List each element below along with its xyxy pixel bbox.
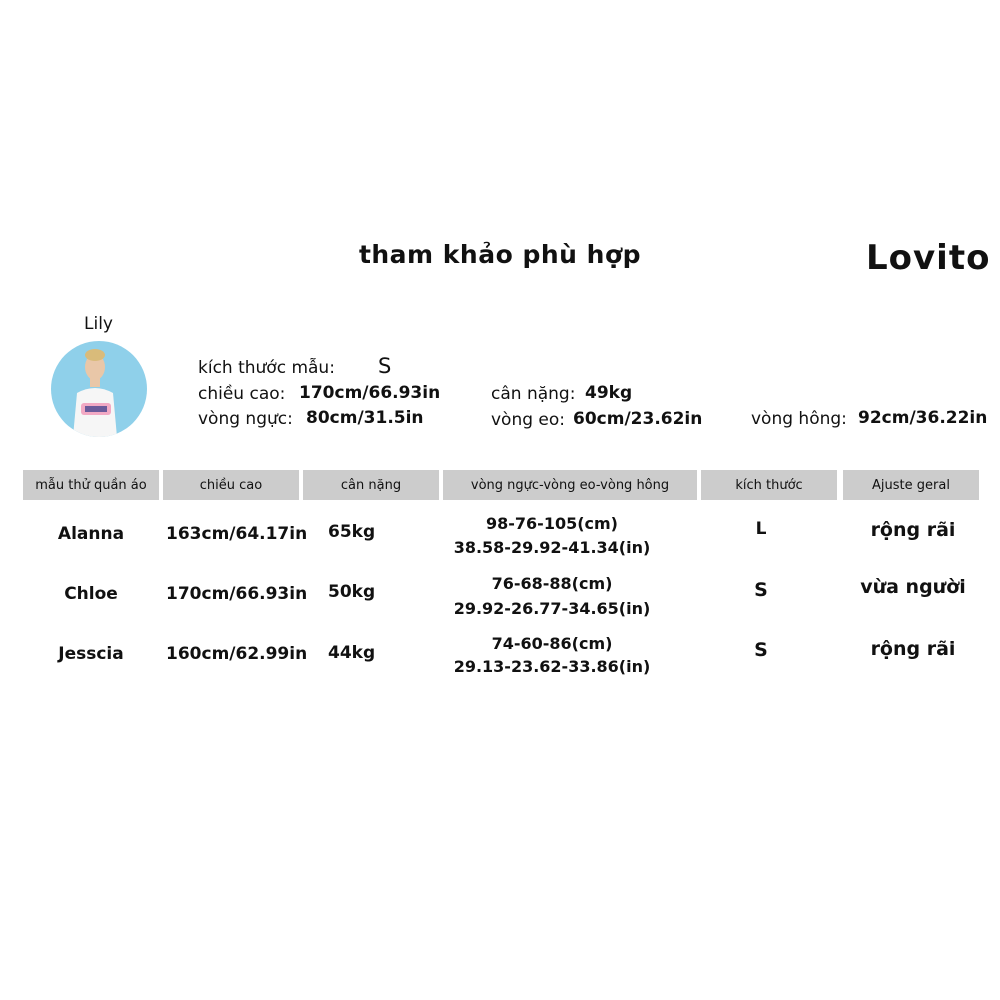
page-title: tham khảo phù hợp <box>358 240 642 269</box>
row-weight: 50kg <box>328 582 376 602</box>
model-bust: 80cm/31.5in <box>306 408 424 428</box>
row-size: S <box>754 639 768 661</box>
model-hip: 92cm/36.22in <box>858 408 988 428</box>
row-name: Chloe <box>64 584 118 604</box>
header-height: chiều cao <box>163 470 299 500</box>
row-name: Alanna <box>57 524 125 544</box>
model-size: S <box>378 354 392 378</box>
model-size-label: kích thước mẫu: <box>198 358 335 378</box>
row-measurements-in: 38.58-29.92-41.34(in) <box>453 538 651 557</box>
row-measurements-in: 29.13-23.62-33.86(in) <box>453 657 651 676</box>
header-measurements: vòng ngực-vòng eo-vòng hông <box>443 470 697 500</box>
row-height: 170cm/66.93in <box>166 584 308 604</box>
row-height: 160cm/62.99in <box>166 644 308 664</box>
row-fit: vừa người <box>860 576 966 598</box>
model-weight-label: cân nặng: <box>491 384 576 404</box>
brand-logo: Lovito <box>866 238 991 278</box>
model-height: 170cm/66.93in <box>299 383 441 403</box>
model-hip-label: vòng hông: <box>751 409 847 429</box>
model-waist: 60cm/23.62in <box>573 409 703 429</box>
row-weight: 65kg <box>328 522 376 542</box>
header-fit: Ajuste geral <box>843 470 979 500</box>
row-fit: rộng rãi <box>870 519 956 541</box>
model-bust-label: vòng ngực: <box>198 409 293 429</box>
header-size: kích thước <box>701 470 837 500</box>
row-measurements-in: 29.92-26.77-34.65(in) <box>453 599 651 618</box>
row-measurements-cm: 74-60-86(cm) <box>491 634 613 653</box>
row-height: 163cm/64.17in <box>166 524 308 544</box>
model-waist-label: vòng eo: <box>491 410 566 430</box>
model-height-label: chiều cao: <box>198 384 286 404</box>
header-weight: cân nặng <box>303 470 439 500</box>
row-measurements-cm: 98-76-105(cm) <box>486 514 618 533</box>
row-name: Jesscia <box>58 644 124 664</box>
row-size: L <box>755 519 767 539</box>
header-model: mẫu thử quần áo <box>23 470 159 500</box>
row-size: S <box>754 579 768 601</box>
model-avatar <box>51 341 147 437</box>
model-name: Lily <box>84 314 113 334</box>
row-weight: 44kg <box>328 643 376 663</box>
model-weight: 49kg <box>585 383 633 403</box>
row-measurements-cm: 76-68-88(cm) <box>491 574 613 593</box>
row-fit: rộng rãi <box>870 638 956 660</box>
